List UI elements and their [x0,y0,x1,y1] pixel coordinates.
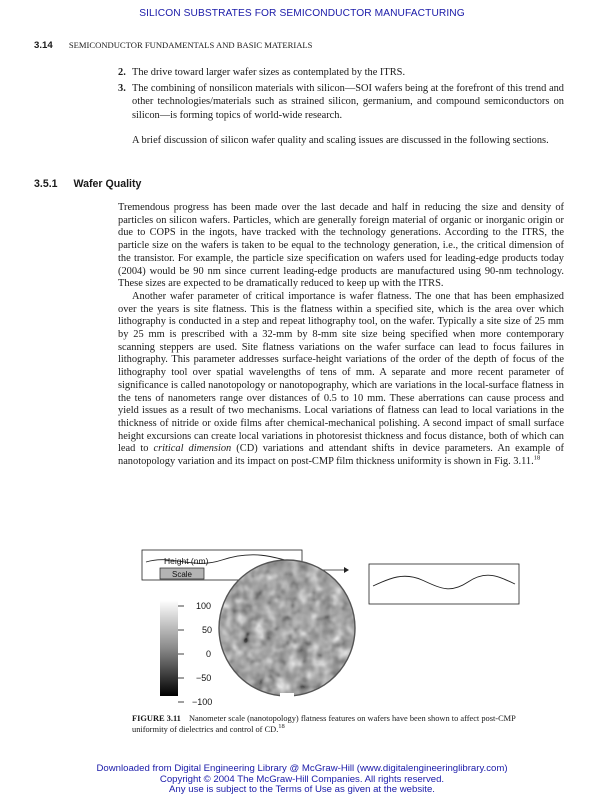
running-head [34,40,312,51]
wafer-map [219,560,355,698]
reference-mark: 18 [278,722,285,730]
paragraph-particles: Tremendous progress has been made over the last decade and half in reducing the size and density of particles on silicon wafers. Particles, which are generally foreign material of organic or inorganic origin or due to COPS in the ingots, have tracked with the technology generations. According to the ITRS, the particle size on the wafers is taken to be equal to the technology generation, i.e., the critical dimension of the transistor. For example, the particle size specification on wafers used for leading-edge products today (2004) would be 90 nm since current leading-edge products are manufactured using 90-nm technology. These sizes are expected to be dramatically reduced to keep up with the ITRS. [118,202,564,290]
scale-tick-label: −50 [196,673,212,683]
figure-graphic [132,548,552,708]
numbered-list [118,66,564,125]
page-banner: SILICON SUBSTRATES FOR SEMICONDUCTOR MANUFACTURING [139,8,465,19]
paragraph-text: (CD) variations and attendant shifts in device parameters. An example of nanotopology variation and its impact on post-CMP film thickness uniformity is shown in Fig. 3.11. [118,443,565,468]
list-item-text: The drive toward larger wafer sizes as contemplated by the ITRS. [132,67,406,78]
list-item-number: 2. [118,67,126,78]
scale-tick-label: 50 [202,625,213,635]
figure-label: FIGURE 3.11 [132,714,181,723]
profile-box-right [369,564,519,604]
chapter-title: SEMICONDUCTOR FUNDAMENTALS AND BASIC MATERIALS [68,40,313,50]
section-number: 3.5.1 [34,178,58,190]
scale-tab-label: Scale [171,570,193,579]
scale-tick-label: 0 [206,649,212,659]
scale-tick-label: 100 [196,601,212,611]
section-heading [34,178,141,190]
list-item-text: The combining of nonsilicon materials with silicon—SOI wafers being at the forefront of this trend and other technologies/materials such as strained silicon, germanium, and compound semiconductors on silicon—is forming topics of world-wide research. [132,83,564,121]
caption-text: Nanometer scale (nanotopology) flatness features on wafers have been shown to affect post-CMP uniformity of dielectrics and control of CD. [132,714,516,734]
page-footer [0,764,604,796]
footer-terms-link[interactable]: Any use is subject to the Terms of Use as given at the website. [169,784,435,796]
figure-3-11 [132,548,552,708]
emphasis-term: critical dimension [153,443,232,455]
list-item [118,66,564,79]
paragraph-flatness [118,291,564,469]
list-item-number: 3. [118,83,126,95]
section-title: Wafer Quality [73,178,142,190]
color-scale-bar [160,600,178,696]
page-number: 3.14 [34,40,53,51]
figure-caption [132,714,552,735]
intro-paragraph: A brief discussion of silicon wafer quality and scaling issues are discussed in the following sections. [132,135,549,146]
scale-tick-label: −100 [192,697,213,707]
list-item [118,82,564,122]
scale-title: Height (nm) [164,556,209,566]
footer-copyright: Copyright © 2004 The McGraw-Hill Companies. All rights reserved. [159,773,445,785]
section-body [118,202,564,469]
footer-download-link[interactable]: Downloaded from Digital Engineering Library @ McGraw-Hill (www.digitalengineeringlibrary.com) [96,763,508,774]
paragraph-text: Another wafer parameter of critical importance is wafer flatness. The one that has been emphasized over the years is site flatness. This is the flatness within a specified site, which is the area over which lithography is conducted in a step and repeat lithography tool, on the wafer. Typically a site size of 25 mm by 25 mm is prescribed with a 32-mm by 8-mm site size being specified when more contemporary scanning steppers are used. Site flatness variations on the wafer surface can lead to focus failures in lithography. This parameter addresses surface-height variations of the order of the depth of focus of the lithography tool over spatial wavelengths of tens of mm. A separate and more recent parameter of significance is called nanotopology or nanotopography, which are variations in the local-surface flatness in the tens of nanometers range over distances of 0.5 to 10 mm. These aberrations can cause process and yield issues as a result of two mechanisms. Local variations of flatness can lead to local variations in the thickness of nitride or oxide films after chemical-mechanical polishing. A second impact of small surface height excursions can create local variations in photoresist thickness and focus distance, both of which can lead to [118,290,564,455]
reference-mark: 18 [533,454,541,462]
